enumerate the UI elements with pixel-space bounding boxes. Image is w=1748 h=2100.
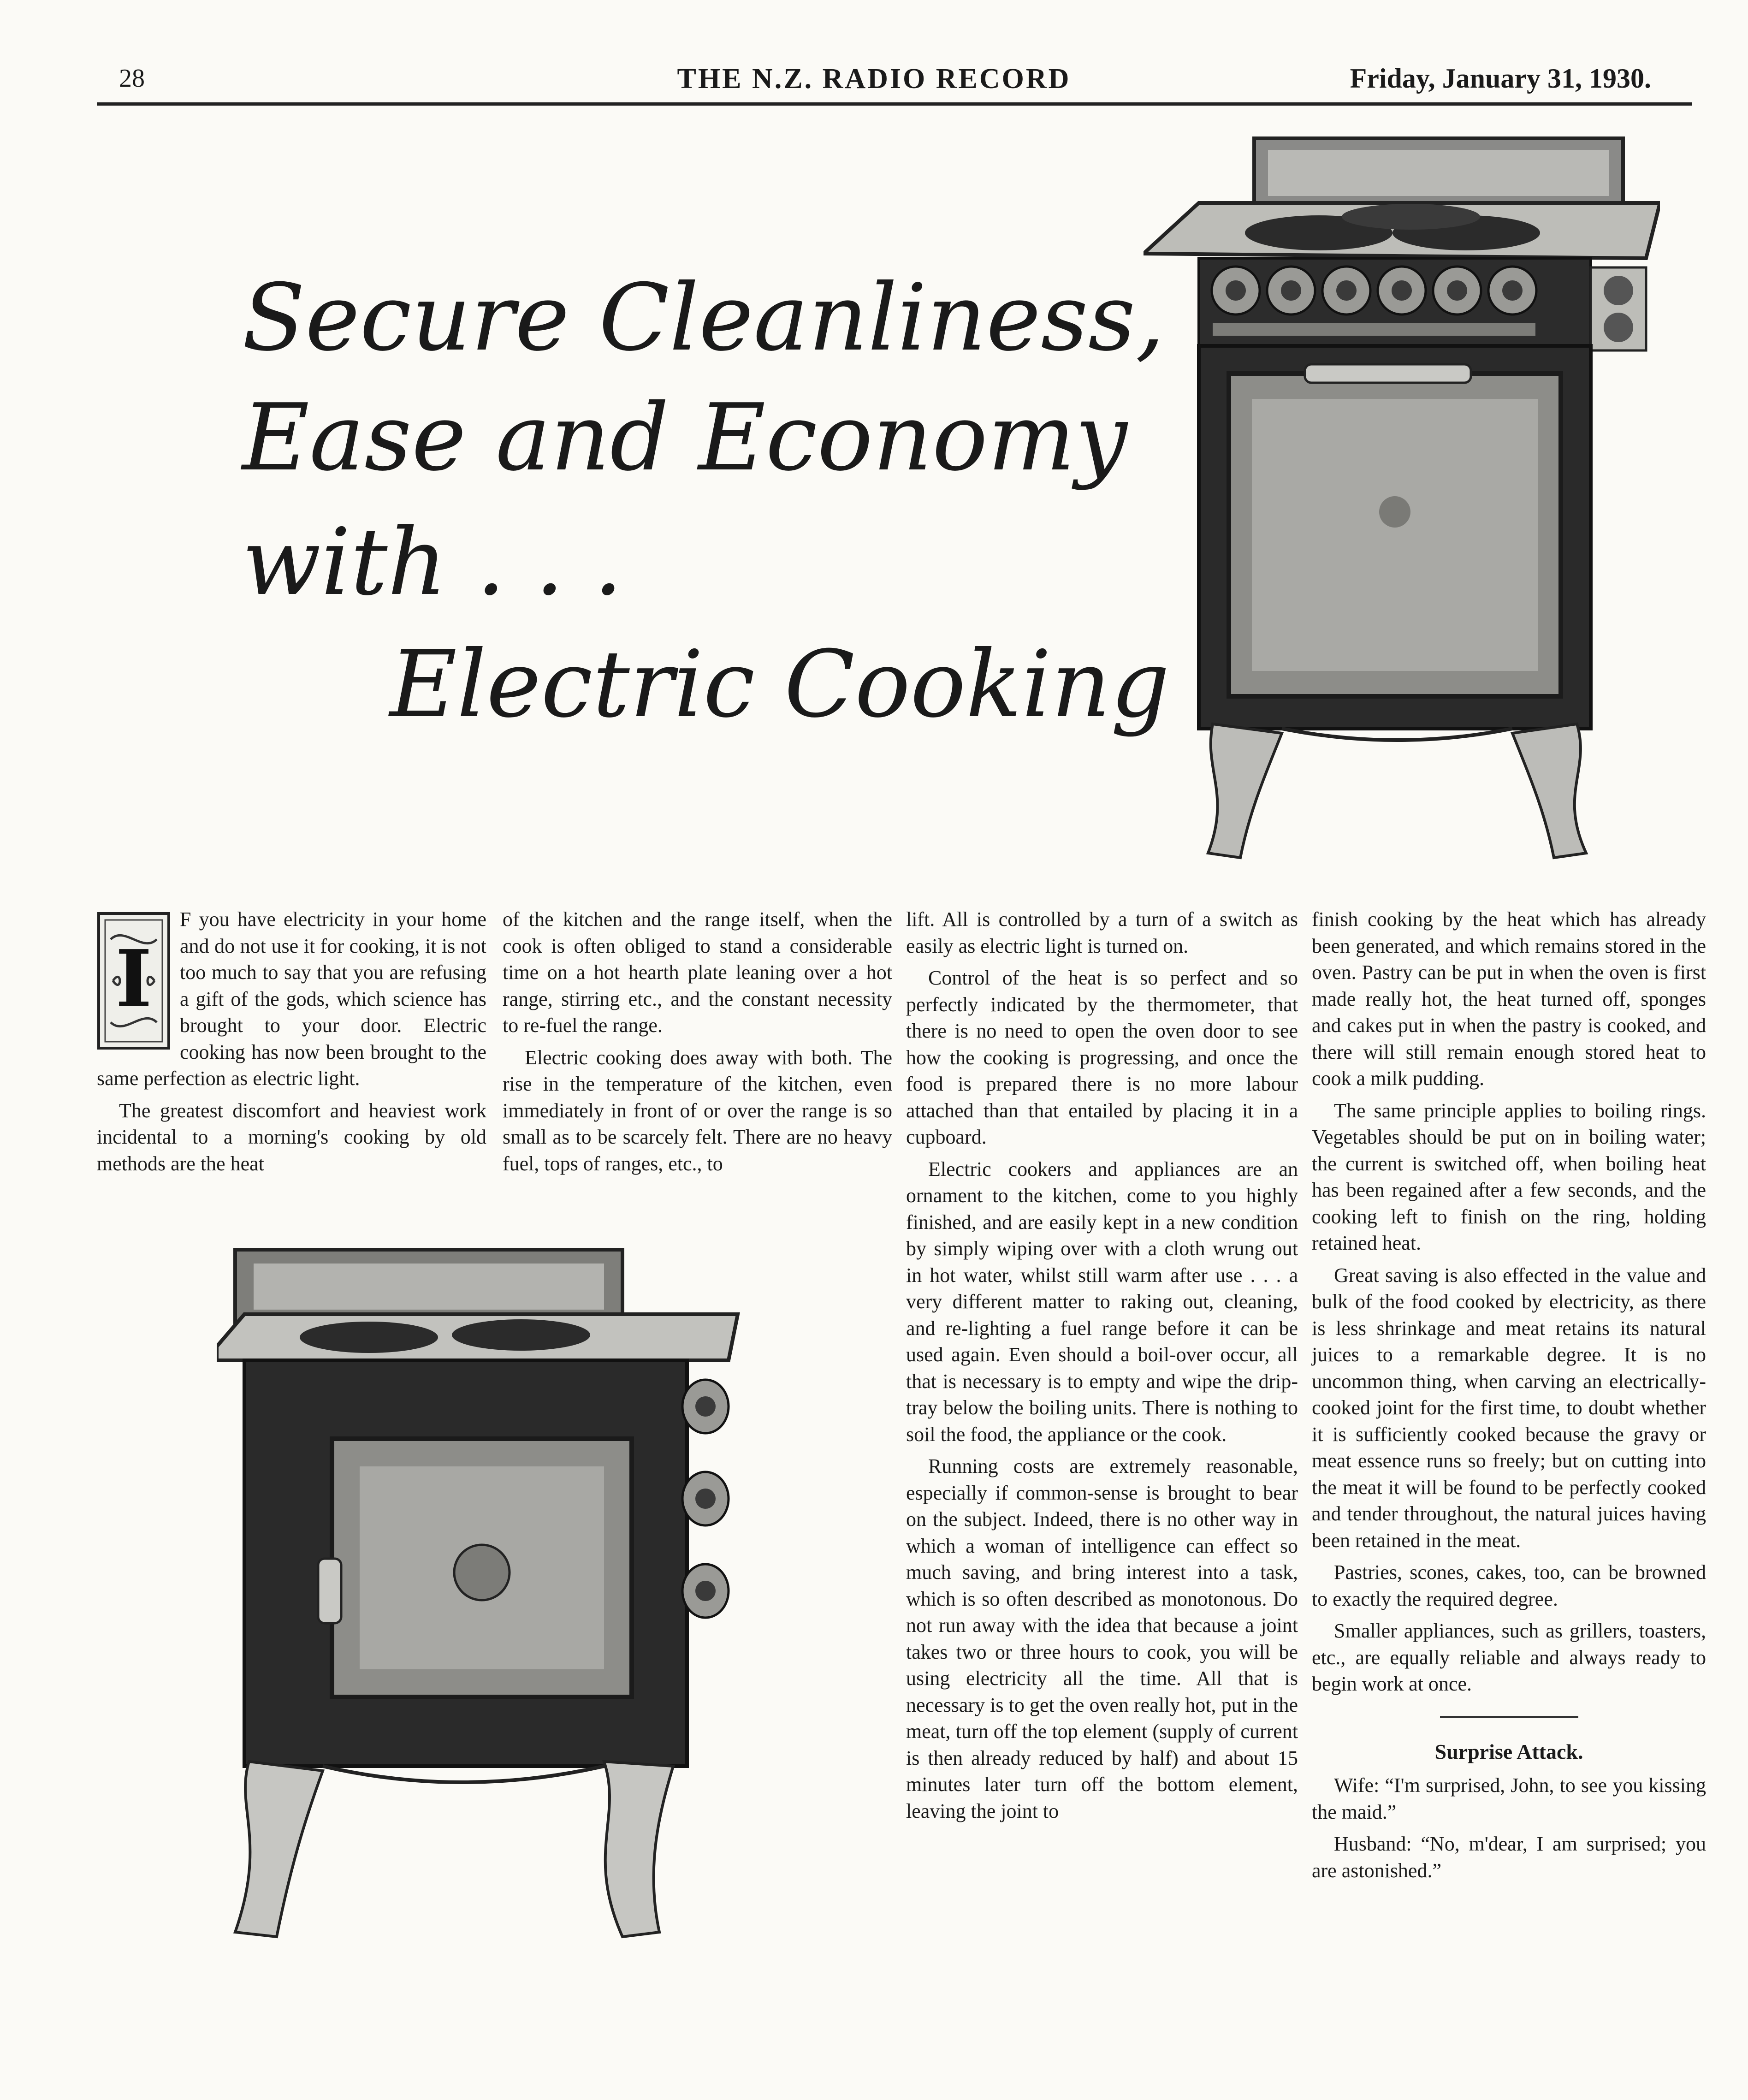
article-paragraph: Smaller appliances, such as grillers, toasters, etc., are equally reliable and always ready to begin work at once. bbox=[1312, 1619, 1706, 1695]
article-paragraph: Pastries, scones, cakes, too, can be browned to exactly the required degree. bbox=[1312, 1561, 1706, 1610]
page-header bbox=[0, 0, 1748, 120]
article-column-2 bbox=[503, 906, 892, 1177]
headline-line-2: Ease and Economy bbox=[242, 384, 1127, 492]
article-paragraph: lift. All is controlled by a turn of a switch as easily as electric light is turned on. bbox=[906, 908, 1298, 957]
electric-range-illustration-small bbox=[217, 1240, 752, 1946]
article-column-1 bbox=[97, 906, 486, 1177]
headline-line-3: with . . . bbox=[242, 509, 623, 616]
sidebar-dialogue-line: Husband: “No, m'dear, I am surprised; you are astonished.” bbox=[1312, 1833, 1706, 1882]
drop-cap-letter: I bbox=[115, 933, 152, 1025]
article-paragraph: Running costs are extremely reasonable, especially if common-sense is brought to bear on the subject. Indeed, there is no other way in which a woman of intelligence can effect so much saving, and bring interest into a task, which is so often described as monotonous. Do not run away with the idea that because a joint takes two or three hours to cook, you will be using electricity all the time. All that is necessary is to get the oven really hot, put in the meat, turn off the top element (supply of current is then already reduced by half) and about 15 minutes later turn off the bottom element, leaving the joint to bbox=[906, 1455, 1298, 1822]
article-paragraph: Great saving is also effected in the value and bulk of the food cooked by electricity, as there is less shrinkage and meat retains its natural juices to a remarkable degree. It is no uncommon thing, when carving an electrically-cooked joint for the first time, to doubt whether it is sufficiently cooked because the gravy or meat essence runs so freely; but on cutting into the meat it will be found to be perfectly cooked and tender throughout, the natural juices having been retained in the meat. bbox=[1312, 1264, 1706, 1552]
article-paragraph: The same principle applies to boiling rings. Vegetables should be put on in boiling water; the current is switched off, when boiling heat has been regained after a few seconds, and the cooking left to finish on the ring, holding retained heat. bbox=[1312, 1099, 1706, 1254]
headline-line-4: Electric Cooking bbox=[390, 631, 1170, 738]
electric-range-illustration-large bbox=[1144, 134, 1660, 872]
section-divider bbox=[1440, 1716, 1578, 1718]
ornamental-drop-cap-icon bbox=[97, 912, 171, 1050]
page-number: 28 bbox=[119, 64, 145, 93]
publication-title: THE N.Z. RADIO RECORD bbox=[677, 63, 1071, 95]
sidebar-dialogue-line: Wife: “I'm surprised, John, to see you kissing the maid.” bbox=[1312, 1774, 1706, 1823]
article-column-3 bbox=[906, 906, 1298, 1824]
headline-line-1: Secure Cleanliness, bbox=[242, 264, 1165, 372]
article-opening-paragraph: F you have electricity in your home and do not use it for cooking, it is not too much to say that you are refusing a gift of the gods, which science has brought to your door. Electric cooking has now been brought to the same perfection as electric light. bbox=[97, 908, 486, 1090]
article-column-4 bbox=[1312, 906, 1706, 1884]
article-paragraph: The greatest discomfort and heaviest work incidental to a morning's cooking by old methods are the heat bbox=[97, 1099, 486, 1175]
article-paragraph: Control of the heat is so perfect and so perfectly indicated by the thermometer, that there is no need to open the oven door to see how the cooking is progressing, and once the food is prepared there is no more labour attached than that entailed by placing it in a cupboard. bbox=[906, 967, 1298, 1148]
sidebar-title: Surprise Attack. bbox=[1434, 1739, 1583, 1763]
article-paragraph: Electric cooking does away with both. The rise in the temperature of the kitchen, even immediately in front of or over the range is so small as to be scarcely felt. There are no heavy fuel, tops of ranges, etc., to bbox=[503, 1046, 892, 1175]
article-paragraph: Electric cookers and appliances are an ornament to the kitchen, come to you highly finished, and are easily kept in a new condition by simply wiping over with a cloth wrung out in hot water, whilst still warm after use . . . a very different matter to raking out, cleaning, and re-lighting a fuel range before it can be used again. Even should a boil-over occur, all that is necessary is to empty and wipe the drip-tray below the boiling units. There is nothing to soil the food, the appliance or the cook. bbox=[906, 1157, 1298, 1446]
article-paragraph: of the kitchen and the range itself, when the cook is often obliged to stand a considerable time on a hot hearth plate leaning over a hot range, stirring etc., and the constant necessity to re-fuel the range. bbox=[503, 908, 892, 1037]
header-rule bbox=[97, 102, 1692, 106]
article-paragraph: finish cooking by the heat which has already been generated, and which remains stored in the oven. Pastry can be put in when the oven is first made really hot, the heat turned off, sponges and cakes put in when the pastry is cooked, and there will still remain enough stored heat to cook a milk pudding. bbox=[1312, 908, 1706, 1090]
issue-date: Friday, January 31, 1930. bbox=[1350, 63, 1651, 94]
